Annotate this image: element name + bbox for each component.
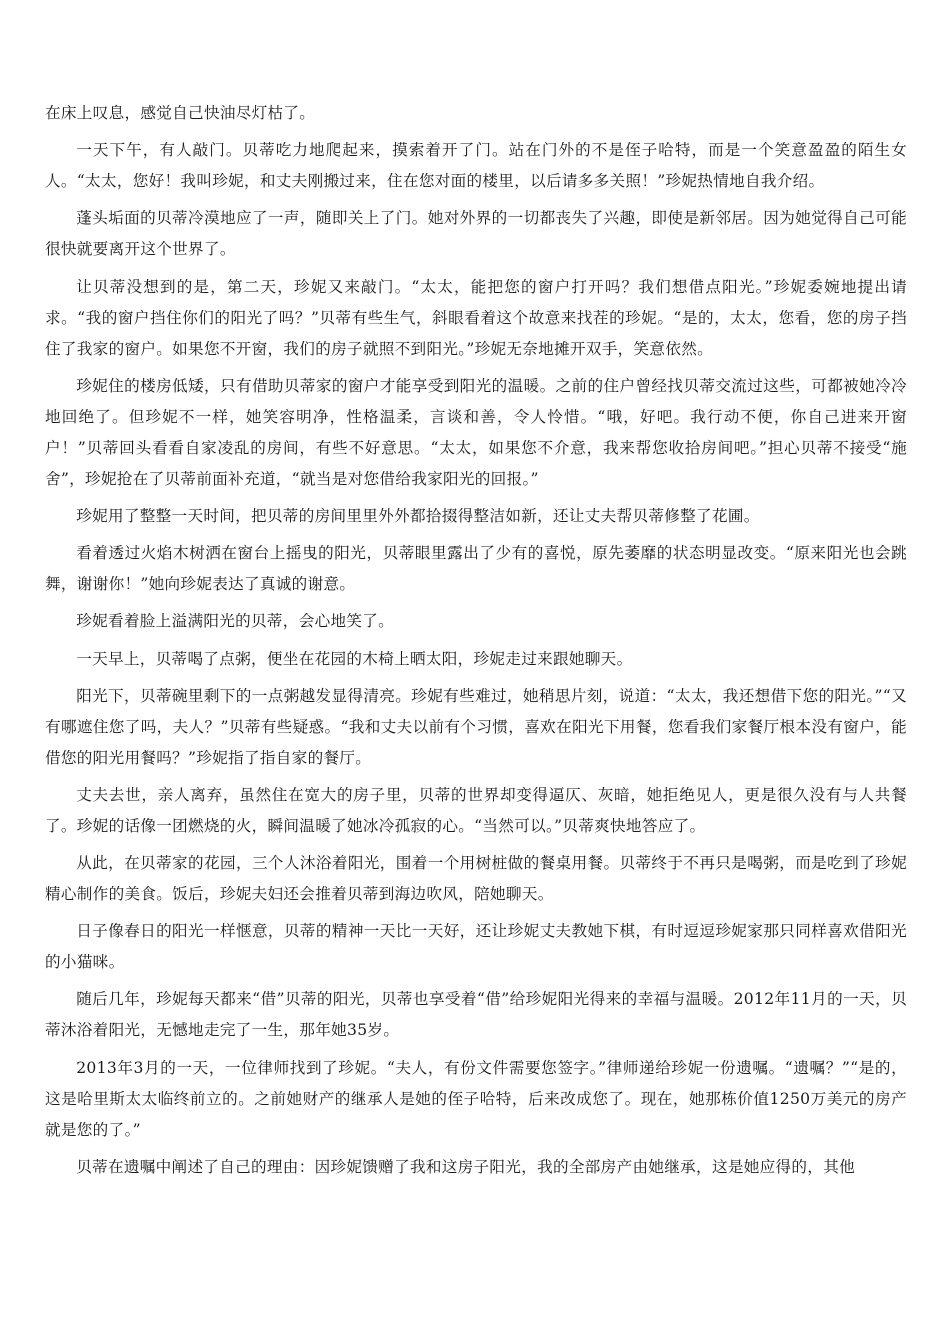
paragraph: 阳光下，贝蒂碗里剩下的一点粥越发显得清亮。珍妮有些难过，她稍思片刻，说道：“太太，我还想借下您的阳光。”“又有哪遮住您了吗，夫人？”贝蒂有些疑惑。“我和丈夫以前有个习惯，喜欢在阳光下用餐，您看我们家餐厅根本没有窗户，能借您的阳光用餐吗？”珍妮指了指自家的餐厅。 — [45, 686, 907, 767]
paragraph: 在床上叹息，感觉自己快油尽灯枯了。 — [45, 104, 316, 122]
paragraph: 让贝蒂没想到的是，第二天，珍妮又来敲门。“太太，能把您的窗户打开吗？我们想借点阳光。”珍妮委婉地提出请求。“我的窗户挡住你们的阳光了吗？”贝蒂有些生气，斜眼看着这个故意来找茬的珍妮。“是的，太太，您看，您的房子挡住了我家的窗户。如果您不开窗，我们的房子就照不到阳光。”珍妮无奈地摊开双手，笑意依然。 — [45, 277, 907, 358]
paragraph: 一天下午，有人敲门。贝蒂吃力地爬起来，摸索着开了门。站在门外的不是侄子哈特，而是一个笑意盈盈的陌生女人。“太太，您好！我叫珍妮，和丈夫刚搬过来，住在您对面的楼里，以后请多多关照！”珍妮热情地自我介绍。 — [45, 141, 907, 191]
paragraph: 随后几年，珍妮每天都来“借”贝蒂的阳光，贝蒂也享受着“借”给珍妮阳光得来的幸福与温暖。2012年11月的一天，贝蒂沐浴着阳光，无憾地走完了一生，那年她35岁。 — [45, 990, 907, 1040]
paragraph: 贝蒂在遗嘱中阐述了自己的理由：因珍妮馈赠了我和这房子阳光，我的全部房产由她继承，这是她应得的，其他 — [76, 1157, 855, 1176]
paragraph: 从此，在贝蒂家的花园，三个人沐浴着阳光，围着一个用树桩做的餐桌用餐。贝蒂终于不再只是喝粥，而是吃到了珍妮精心制作的美食。饭后，珍妮夫妇还会推着贝蒂到海边吹风，陪她聊天。 — [45, 854, 907, 904]
paragraph: 日子像春日的阳光一样惬意，贝蒂的精神一天比一天好，还让珍妮丈夫教她下棋，有时逗逗珍妮家那只同样喜欢借阳光的小猫咪。 — [45, 922, 907, 972]
paragraph: 珍妮看着脸上溢满阳光的贝蒂，会心地笑了。 — [76, 612, 395, 631]
paragraph: 2013年3月的一天，一位律师找到了珍妮。“夫人，有份文件需要您签字。”律师递给珍妮一份遗嘱。“遗嘱？”“是的，这是哈里斯太太临终前立的。之前她财产的继承人是她的侄子哈特，后来改成您了。现在，她那栋价值1250万美元的房产就是您的了。” — [45, 1058, 907, 1139]
paragraph: 一天早上，贝蒂喝了点粥，便坐在花园的木椅上晒太阳，珍妮走过来跟她聊天。 — [76, 649, 633, 668]
paragraph: 蓬头垢面的贝蒂冷漠地应了一声，随即关上了门。她对外界的一切都丧失了兴趣，即使是新邻居。因为她觉得自己可能很快就要离开这个世界了。 — [45, 209, 907, 259]
paragraph: 珍妮用了整整一天时间，把贝蒂的房间里里外外都拾掇得整洁如新，还让丈夫帮贝蒂修整了花圃。 — [76, 506, 760, 525]
paragraph: 珍妮住的楼房低矮，只有借助贝蒂家的窗户才能享受到阳光的温暖。之前的住户曾经找贝蒂交流过这些，可都被她冷冷地回绝了。但珍妮不一样，她笑容明净，性格温柔，言谈和善，令人怜惜。“哦，好吧。我行动不便，你自己进来开窗户！”贝蒂回头看看自家凌乱的房间，有些不好意思。“太太，如果您不介意，我来帮您收拾房间吧。”担心贝蒂不接受“施舍”，珍妮抢在了贝蒂前面补充道，“就当是对您借给我家阳光的回报。” — [45, 376, 907, 488]
document-page — [45, 98, 907, 1189]
paragraph: 看着透过火焰木树洒在窗台上摇曳的阳光，贝蒂眼里露出了少有的喜悦，原先萎靡的状态明显改变。“原来阳光也会跳舞，谢谢你！”她向珍妮表达了真诚的谢意。 — [45, 544, 907, 594]
paragraph: 丈夫去世，亲人离弃，虽然住在宽大的房子里，贝蒂的世界却变得逼仄、灰暗，她拒绝见人，更是很久没有与人共餐了。珍妮的话像一团燃烧的火，瞬间温暖了她冰冷孤寂的心。“当然可以。”贝蒂爽快地答应了。 — [45, 785, 907, 835]
